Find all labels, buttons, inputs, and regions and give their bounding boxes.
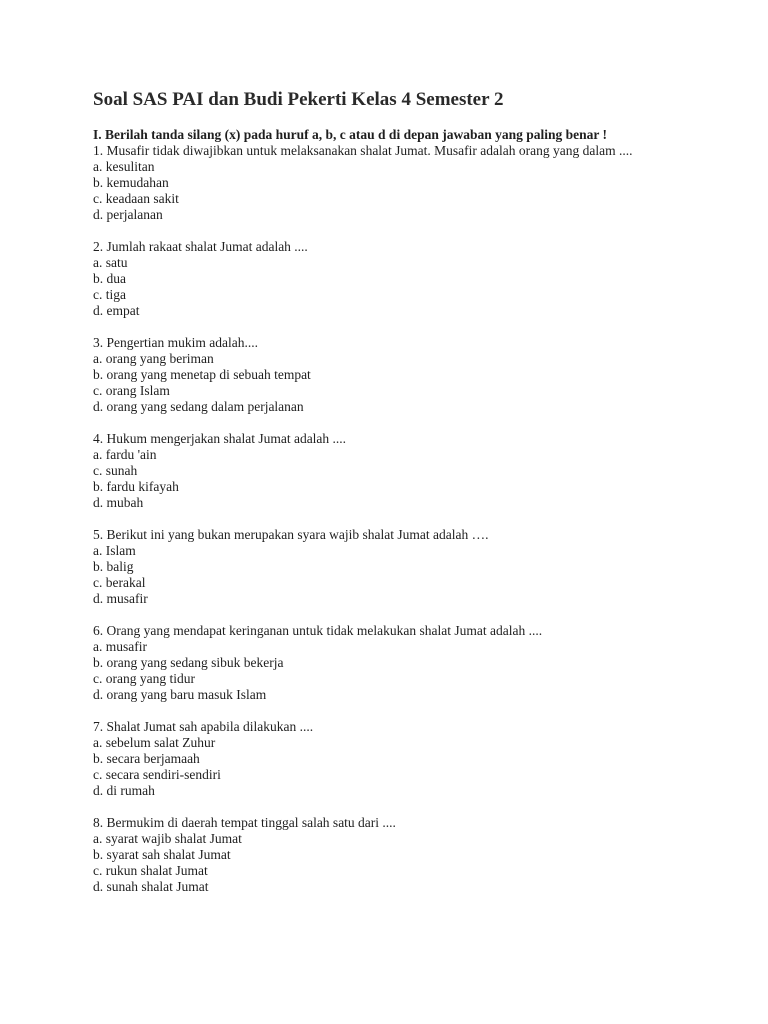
question-text: 8. Bermukim di daerah tempat tinggal salah satu dari .... bbox=[93, 815, 396, 830]
answer-option: b. syarat sah shalat Jumat bbox=[93, 847, 231, 862]
answer-option: c. keadaan sakit bbox=[93, 191, 179, 206]
answer-option: c. orang Islam bbox=[93, 383, 170, 398]
document-page bbox=[93, 88, 693, 911]
answer-option: d. di rumah bbox=[93, 783, 155, 798]
answer-option: d. musafir bbox=[93, 591, 148, 606]
question-4 bbox=[93, 431, 693, 511]
question-list bbox=[93, 143, 693, 895]
answer-option: c. berakal bbox=[93, 575, 146, 590]
question-2 bbox=[93, 239, 693, 319]
answer-option: b. balig bbox=[93, 559, 134, 574]
answer-option: a. satu bbox=[93, 255, 128, 270]
answer-option: d. empat bbox=[93, 303, 140, 318]
answer-option: b. secara berjamaah bbox=[93, 751, 200, 766]
question-1 bbox=[93, 143, 693, 223]
answer-option: b. orang yang sedang sibuk bekerja bbox=[93, 655, 284, 670]
question-7 bbox=[93, 719, 693, 799]
question-text: 6. Orang yang mendapat keringanan untuk tidak melakukan shalat Jumat adalah .... bbox=[93, 623, 543, 638]
question-6 bbox=[93, 623, 693, 703]
question-text: 2. Jumlah rakaat shalat Jumat adalah .... bbox=[93, 239, 308, 254]
question-text: 1. Musafir tidak diwajibkan untuk melaksanakan shalat Jumat. Musafir adalah orang yang dalam .... bbox=[93, 143, 633, 158]
answer-option: c. orang yang tidur bbox=[93, 671, 195, 686]
answer-option: b. orang yang menetap di sebuah tempat bbox=[93, 367, 311, 382]
answer-option: a. fardu 'ain bbox=[93, 447, 157, 462]
question-5 bbox=[93, 527, 693, 607]
answer-option: b. kemudahan bbox=[93, 175, 169, 190]
answer-option: c. sunah bbox=[93, 463, 138, 478]
answer-option: a. orang yang beriman bbox=[93, 351, 214, 366]
answer-option: b. fardu kifayah bbox=[93, 479, 179, 494]
answer-option: b. dua bbox=[93, 271, 126, 286]
answer-option: c. rukun shalat Jumat bbox=[93, 863, 208, 878]
answer-option: d. perjalanan bbox=[93, 207, 163, 222]
answer-option: a. syarat wajib shalat Jumat bbox=[93, 831, 242, 846]
instruction-text: I. Berilah tanda silang (x) pada huruf a, b, c atau d di depan jawaban yang paling benar ! bbox=[93, 127, 607, 142]
question-text: 3. Pengertian mukim adalah.... bbox=[93, 335, 258, 350]
answer-option: a. Islam bbox=[93, 543, 136, 558]
question-8 bbox=[93, 815, 693, 895]
answer-option: d. orang yang sedang dalam perjalanan bbox=[93, 399, 304, 414]
question-text: 4. Hukum mengerjakan shalat Jumat adalah .... bbox=[93, 431, 347, 446]
question-text: 5. Berikut ini yang bukan merupakan syara wajib shalat Jumat adalah …. bbox=[93, 527, 489, 542]
answer-option: c. secara sendiri-sendiri bbox=[93, 767, 221, 782]
answer-option: a. musafir bbox=[93, 639, 147, 654]
question-text: 7. Shalat Jumat sah apabila dilakukan .... bbox=[93, 719, 314, 734]
answer-option: d. sunah shalat Jumat bbox=[93, 879, 209, 894]
answer-option: d. orang yang baru masuk Islam bbox=[93, 687, 267, 702]
answer-option: c. tiga bbox=[93, 287, 126, 302]
answer-option: d. mubah bbox=[93, 495, 144, 510]
document-title: Soal SAS PAI dan Budi Pekerti Kelas 4 Semester 2 bbox=[93, 89, 504, 110]
answer-option: a. sebelum salat Zuhur bbox=[93, 735, 216, 750]
answer-option: a. kesulitan bbox=[93, 159, 155, 174]
question-3 bbox=[93, 335, 693, 415]
